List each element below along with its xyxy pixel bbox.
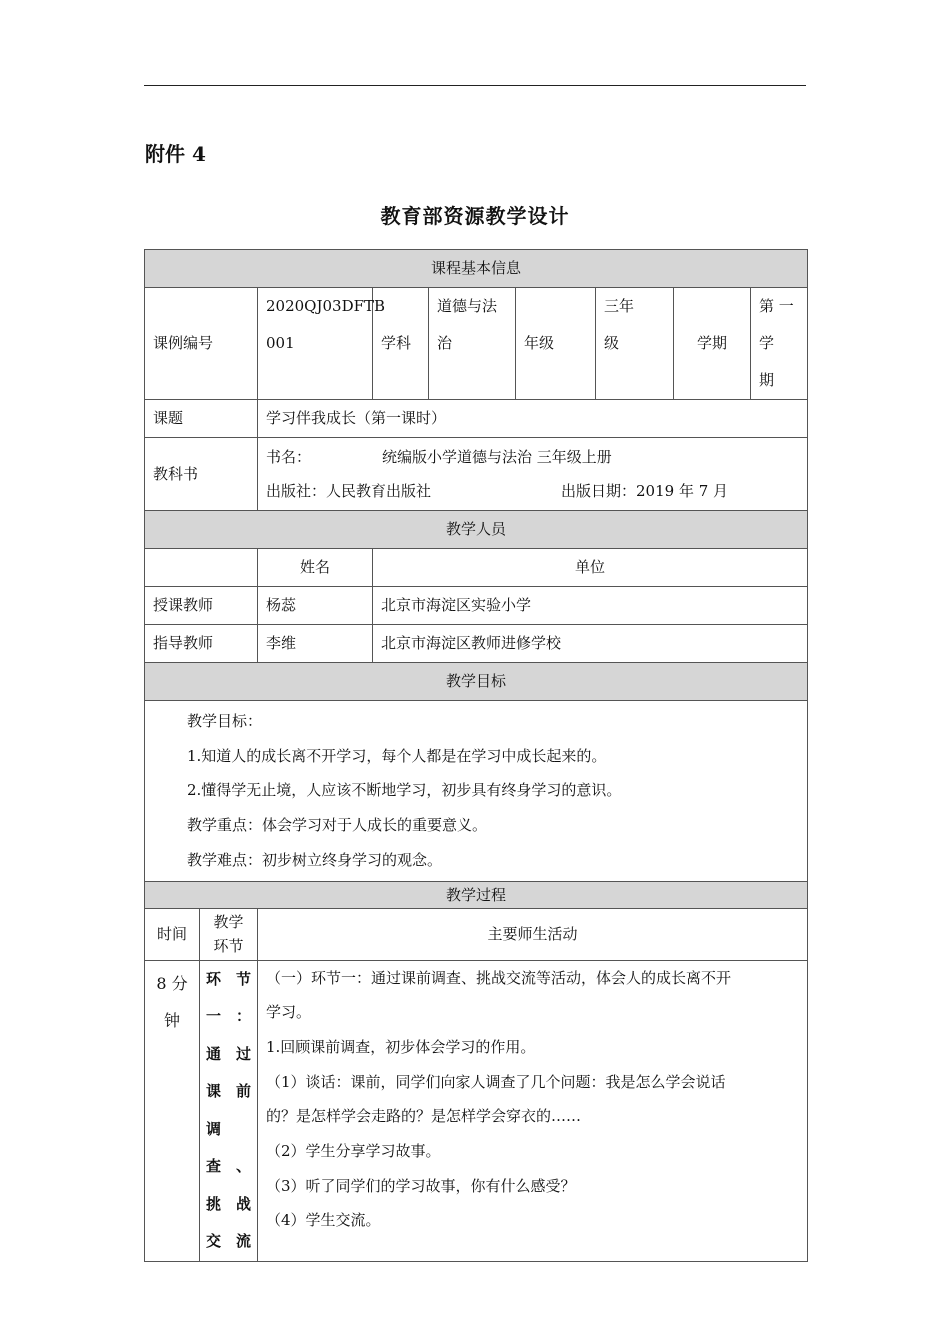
goals-line: 2.懂得学无止境，人应该不断地学习，初步具有终身学习的意识。 xyxy=(187,781,622,800)
staff-header-empty xyxy=(145,549,258,587)
activity-line: （一）环节一：通过课前调查、挑战交流等活动，体会人的成长离不开 xyxy=(266,968,732,987)
case-number-label: 课例编号 xyxy=(145,288,258,400)
section-process: 教学过程 xyxy=(145,881,808,908)
process-stage: 环 节 一 ： 通 过 课 前 调 查 、 挑 战 交 流 xyxy=(200,960,258,1261)
term-label: 学期 xyxy=(674,288,751,400)
staff-name: 杨蕊 xyxy=(258,587,373,625)
term-value: 第 一 学 期 xyxy=(751,288,808,400)
book-name-label: 书名： xyxy=(266,448,312,466)
process-col-stage: 教学 环节 xyxy=(200,908,258,960)
textbook-label: 教科书 xyxy=(145,438,258,511)
lesson-design-table xyxy=(144,249,808,1262)
staff-role: 指导教师 xyxy=(145,625,258,663)
grade-value: 三年 级 xyxy=(596,288,674,400)
textbook-info xyxy=(258,438,808,511)
activity-line: （3）听了同学们的学习故事，你有什么感受？ xyxy=(266,1176,576,1195)
goals-line: 教学重点：体会学习对于人成长的重要意义。 xyxy=(187,816,488,835)
attachment-label: 附件 4 xyxy=(145,142,206,166)
page-title: 教育部资源教学设计 xyxy=(380,204,570,228)
process-time: 8 分 钟 xyxy=(145,960,200,1261)
goals-line: 教学难点：初步树立终身学习的观念。 xyxy=(187,850,443,869)
header-rule xyxy=(144,85,806,86)
topic-value: 学习伴我成长（第一课时） xyxy=(258,400,808,438)
case-number-value: 2020QJ03DFTB 001 xyxy=(258,288,373,400)
staff-unit: 北京市海淀区教师进修学校 xyxy=(373,625,808,663)
staff-col-unit: 单位 xyxy=(373,549,808,587)
topic-label: 课题 xyxy=(145,400,258,438)
staff-unit: 北京市海淀区实验小学 xyxy=(373,587,808,625)
goals-line: 1.知道人的成长离不开学习，每个人都是在学习中成长起来的。 xyxy=(187,746,607,765)
section-basic-info: 课程基本信息 xyxy=(145,250,808,288)
staff-name: 李维 xyxy=(258,625,373,663)
book-name-value: 统编版小学道德与法治 三年级上册 xyxy=(382,448,612,466)
publish-date: 出版日期：2019 年 7 月 xyxy=(561,482,729,500)
subject-label: 学科 xyxy=(373,288,429,400)
activity-line: 1.回顾课前调查，初步体会学习的作用。 xyxy=(266,1037,536,1056)
activity-line: 学习。 xyxy=(266,1003,312,1022)
publisher: 出版社：人民教育出版社 xyxy=(266,482,432,500)
activity-line: 的？是怎样学会走路的？是怎样学会穿衣的…… xyxy=(266,1107,582,1126)
section-staff: 教学人员 xyxy=(145,511,808,549)
section-goals: 教学目标 xyxy=(145,663,808,701)
staff-col-name: 姓名 xyxy=(258,549,373,587)
subject-value: 道德与法 治 xyxy=(429,288,516,400)
staff-role: 授课教师 xyxy=(145,587,258,625)
goals-line: 教学目标： xyxy=(187,712,263,730)
process-activity xyxy=(258,960,808,1261)
grade-label: 年级 xyxy=(516,288,596,400)
goals-content xyxy=(145,701,808,882)
activity-line: （2）学生分享学习故事。 xyxy=(266,1142,441,1161)
activity-line: （4）学生交流。 xyxy=(266,1211,381,1230)
process-col-activity: 主要师生活动 xyxy=(258,908,808,960)
activity-line: （1）谈话：课前，同学们向家人调查了几个问题：我是怎么学会说话 xyxy=(266,1072,726,1091)
process-col-time: 时间 xyxy=(145,908,200,960)
